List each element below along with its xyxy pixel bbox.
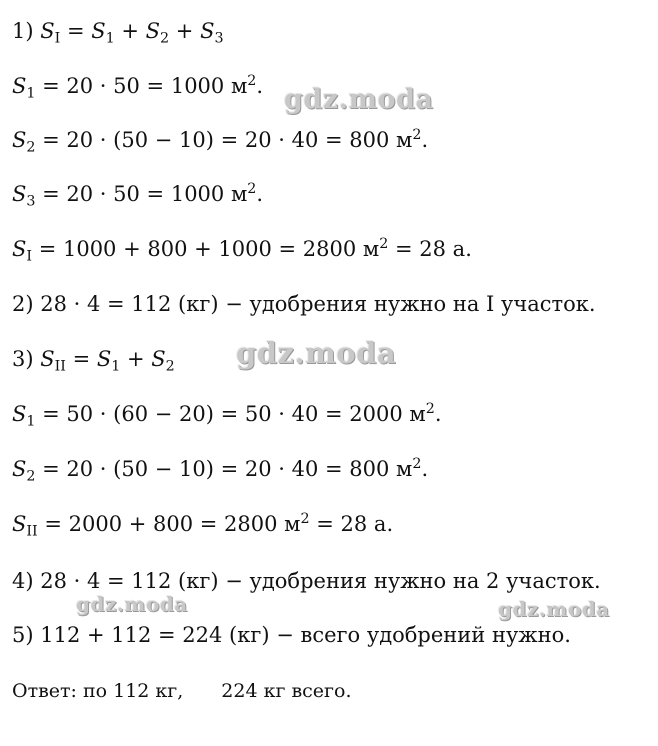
expression: = 20 · 50 = 1000 м <box>35 182 248 206</box>
variable: S <box>12 128 27 152</box>
step-4-line: 4) 28 · 4 = 112 (кг) − удобрения нужно на 2 участок. <box>12 569 601 593</box>
variable: S <box>151 347 166 371</box>
line-end: . <box>421 128 429 152</box>
answer-line <box>12 682 352 701</box>
exponent: 2 <box>412 456 422 473</box>
area-si-total-line <box>12 236 472 265</box>
line-end: = 28 а. <box>388 237 472 261</box>
exponent: 2 <box>247 73 257 90</box>
exponent: 2 <box>300 511 310 528</box>
variable: S <box>12 237 27 261</box>
operator: + <box>120 347 152 371</box>
area-sii-total-line <box>12 511 394 540</box>
area-s2-line-2 <box>12 456 429 485</box>
step-number: 3) <box>12 347 41 371</box>
line-end: . <box>256 74 264 98</box>
subscript: 2 <box>160 30 170 47</box>
variable: S <box>12 457 27 481</box>
subscript: 1 <box>26 85 36 102</box>
watermark: gdz.moda <box>498 597 610 621</box>
variable: S <box>40 347 55 371</box>
operator: + <box>169 19 201 43</box>
subscript: II <box>54 358 66 375</box>
step-1-formula <box>12 19 224 47</box>
variable: S <box>12 512 27 536</box>
subscript: 2 <box>26 139 36 156</box>
subscript: 2 <box>26 468 36 485</box>
line-end: . <box>434 402 442 426</box>
line-end: . <box>256 182 264 206</box>
subscript: I <box>26 248 33 265</box>
variable: S <box>200 19 215 43</box>
subscript: 1 <box>105 30 115 47</box>
answer-part-1: Ответ: по 112 кг, <box>12 680 184 702</box>
expression: = 20 · (50 − 10) = 20 · 40 = 800 м <box>35 457 413 481</box>
expression: = 20 · 50 = 1000 м <box>35 74 248 98</box>
subscript: I <box>54 30 61 47</box>
variable: S <box>12 402 27 426</box>
subscript: 2 <box>165 358 175 375</box>
expression: = 2000 + 800 = 2800 м <box>37 512 301 536</box>
answer-part-2: 224 кг всего. <box>221 680 352 702</box>
line-end: . <box>421 457 429 481</box>
expression: = 1000 + 800 + 1000 = 2800 м <box>32 237 380 261</box>
operator: + <box>114 19 146 43</box>
line-end: = 28 а. <box>309 512 394 536</box>
area-s1-line <box>12 73 264 102</box>
area-s3-line <box>12 181 264 210</box>
variable: S <box>40 19 55 43</box>
expression: = 50 · (60 − 20) = 50 · 40 = 2000 м <box>35 402 426 426</box>
step-3-formula <box>12 347 175 375</box>
subscript: 1 <box>26 413 36 430</box>
operator: = <box>65 347 97 371</box>
exponent: 2 <box>412 127 422 144</box>
watermark: gdz.moda <box>236 336 397 370</box>
step-5-line: 5) 112 + 112 = 224 (кг) − всего удобрений нужно. <box>12 623 571 647</box>
subscript: II <box>26 523 38 540</box>
subscript: 1 <box>111 358 121 375</box>
watermark: gdz.moda <box>284 84 434 115</box>
operator: = <box>60 19 92 43</box>
subscript: 3 <box>26 193 36 210</box>
variable: S <box>145 19 161 43</box>
exponent: 2 <box>425 401 435 418</box>
step-number: 1) <box>12 19 41 43</box>
variable: S <box>96 347 112 371</box>
exponent: 2 <box>379 236 389 253</box>
exponent: 2 <box>247 181 257 198</box>
variable: S <box>12 182 27 206</box>
expression: = 20 · (50 − 10) = 20 · 40 = 800 м <box>35 128 413 152</box>
step-2-line: 2) 28 · 4 = 112 (кг) − удобрения нужно на I участок. <box>12 292 596 316</box>
area-s1-line-2 <box>12 401 442 430</box>
subscript: 3 <box>214 30 224 47</box>
variable: S <box>91 19 106 43</box>
variable: S <box>12 74 27 98</box>
watermark: gdz.moda <box>76 592 188 616</box>
area-s2-line <box>12 127 429 156</box>
